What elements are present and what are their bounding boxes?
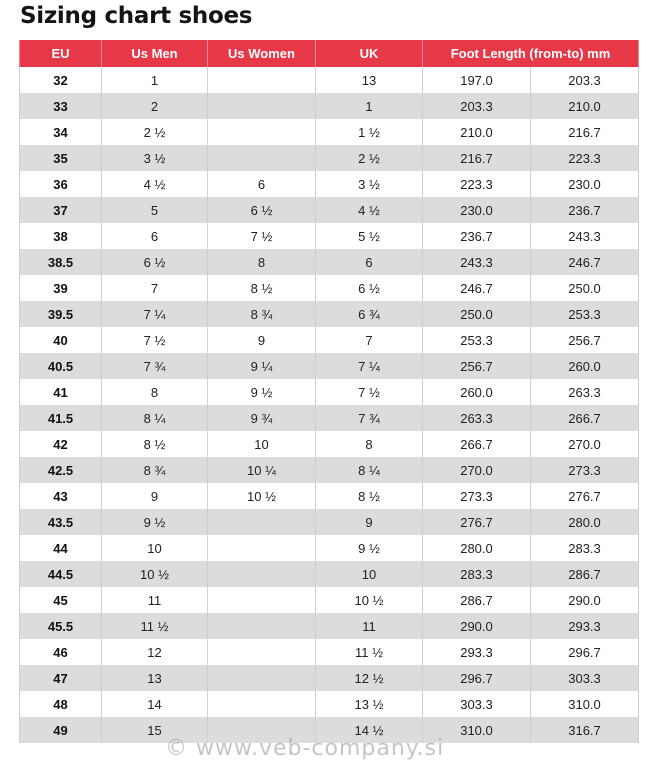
- cell-us-women: 10: [208, 431, 316, 457]
- cell-eu: 46: [20, 639, 102, 665]
- cell-length-from: 216.7: [423, 145, 531, 171]
- cell-eu: 44: [20, 535, 102, 561]
- cell-us-men: 8 ¾: [102, 457, 208, 483]
- cell-us-women: [208, 587, 316, 613]
- cell-us-women: [208, 119, 316, 145]
- cell-eu: 33: [20, 93, 102, 119]
- cell-length-from: 273.3: [423, 483, 531, 509]
- cell-uk: 2 ½: [316, 145, 423, 171]
- cell-us-men: 9 ½: [102, 509, 208, 535]
- cell-us-women: 10 ¼: [208, 457, 316, 483]
- cell-eu: 36: [20, 171, 102, 197]
- cell-uk: 6: [316, 249, 423, 275]
- cell-us-men: 14: [102, 691, 208, 717]
- cell-length-to: 253.3: [531, 301, 639, 327]
- cell-length-to: 210.0: [531, 93, 639, 119]
- cell-us-women: 9 ½: [208, 379, 316, 405]
- cell-us-men: 10: [102, 535, 208, 561]
- cell-length-from: 203.3: [423, 93, 531, 119]
- cell-eu: 32: [20, 67, 102, 93]
- cell-us-men: 13: [102, 665, 208, 691]
- cell-eu: 39: [20, 275, 102, 301]
- cell-uk: 1 ½: [316, 119, 423, 145]
- table-row: [20, 171, 639, 197]
- cell-length-from: 250.0: [423, 301, 531, 327]
- cell-uk: 7 ¾: [316, 405, 423, 431]
- cell-length-to: 203.3: [531, 67, 639, 93]
- cell-us-women: 6: [208, 171, 316, 197]
- cell-length-from: 270.0: [423, 457, 531, 483]
- cell-uk: 5 ½: [316, 223, 423, 249]
- cell-eu: 45: [20, 587, 102, 613]
- watermark: © www.veb-company.si: [165, 736, 445, 761]
- cell-length-to: 280.0: [531, 509, 639, 535]
- cell-eu: 35: [20, 145, 102, 171]
- cell-uk: 6 ¾: [316, 301, 423, 327]
- cell-length-from: 283.3: [423, 561, 531, 587]
- cell-us-women: [208, 561, 316, 587]
- cell-us-women: 10 ½: [208, 483, 316, 509]
- cell-us-men: 9: [102, 483, 208, 509]
- table-row: [20, 535, 639, 561]
- cell-us-women: 8: [208, 249, 316, 275]
- cell-length-to: 293.3: [531, 613, 639, 639]
- header-row: [20, 40, 639, 67]
- cell-uk: 3 ½: [316, 171, 423, 197]
- cell-length-to: 230.0: [531, 171, 639, 197]
- table-header: [20, 40, 639, 67]
- cell-uk: 14 ½: [316, 717, 423, 743]
- cell-uk: 11 ½: [316, 639, 423, 665]
- cell-us-women: [208, 93, 316, 119]
- cell-length-to: 296.7: [531, 639, 639, 665]
- table-row: [20, 379, 639, 405]
- cell-us-men: 7 ¾: [102, 353, 208, 379]
- cell-uk: 7 ½: [316, 379, 423, 405]
- cell-eu: 38.5: [20, 249, 102, 275]
- cell-length-from: 286.7: [423, 587, 531, 613]
- table-row: [20, 119, 639, 145]
- table-row: [20, 275, 639, 301]
- table-row: [20, 223, 639, 249]
- table-row: [20, 691, 639, 717]
- cell-us-women: [208, 613, 316, 639]
- cell-length-to: 286.7: [531, 561, 639, 587]
- cell-length-from: 260.0: [423, 379, 531, 405]
- cell-length-to: 266.7: [531, 405, 639, 431]
- cell-us-women: 9 ¾: [208, 405, 316, 431]
- header-uk: UK: [316, 40, 423, 67]
- header-us-women: Us Women: [208, 40, 316, 67]
- cell-eu: 41: [20, 379, 102, 405]
- cell-length-from: 290.0: [423, 613, 531, 639]
- cell-length-to: 216.7: [531, 119, 639, 145]
- cell-uk: 10 ½: [316, 587, 423, 613]
- cell-us-women: 8 ½: [208, 275, 316, 301]
- cell-uk: 6 ½: [316, 275, 423, 301]
- cell-us-women: 6 ½: [208, 197, 316, 223]
- cell-us-men: 7 ½: [102, 327, 208, 353]
- cell-length-from: 276.7: [423, 509, 531, 535]
- cell-uk: 10: [316, 561, 423, 587]
- header-foot-length: Foot Length (from-to) mm: [423, 40, 639, 67]
- cell-uk: 9 ½: [316, 535, 423, 561]
- cell-length-to: 310.0: [531, 691, 639, 717]
- cell-length-to: 246.7: [531, 249, 639, 275]
- cell-length-to: 250.0: [531, 275, 639, 301]
- table-row: [20, 67, 639, 93]
- cell-length-to: 276.7: [531, 483, 639, 509]
- table-row: [20, 405, 639, 431]
- cell-length-from: 263.3: [423, 405, 531, 431]
- cell-us-men: 15: [102, 717, 208, 743]
- cell-us-men: 5: [102, 197, 208, 223]
- cell-us-women: 7 ½: [208, 223, 316, 249]
- table-row: [20, 483, 639, 509]
- table-row: [20, 431, 639, 457]
- cell-us-men: 3 ½: [102, 145, 208, 171]
- cell-length-to: 316.7: [531, 717, 639, 743]
- cell-length-from: 230.0: [423, 197, 531, 223]
- cell-us-men: 8 ½: [102, 431, 208, 457]
- cell-length-to: 303.3: [531, 665, 639, 691]
- cell-eu: 43: [20, 483, 102, 509]
- cell-length-from: 243.3: [423, 249, 531, 275]
- header-eu: EU: [20, 40, 102, 67]
- table-row: [20, 561, 639, 587]
- cell-eu: 37: [20, 197, 102, 223]
- cell-uk: 8 ¼: [316, 457, 423, 483]
- cell-us-women: [208, 639, 316, 665]
- cell-us-men: 2 ½: [102, 119, 208, 145]
- cell-us-men: 11: [102, 587, 208, 613]
- cell-length-to: 273.3: [531, 457, 639, 483]
- cell-length-from: 303.3: [423, 691, 531, 717]
- cell-length-to: 270.0: [531, 431, 639, 457]
- header-us-men: Us Men: [102, 40, 208, 67]
- cell-eu: 38: [20, 223, 102, 249]
- table-row: [20, 587, 639, 613]
- cell-us-women: [208, 145, 316, 171]
- cell-eu: 48: [20, 691, 102, 717]
- table-row: [20, 145, 639, 171]
- cell-us-men: 11 ½: [102, 613, 208, 639]
- table-row: [20, 613, 639, 639]
- cell-length-from: 246.7: [423, 275, 531, 301]
- cell-us-women: 8 ¾: [208, 301, 316, 327]
- cell-eu: 40: [20, 327, 102, 353]
- cell-uk: 12 ½: [316, 665, 423, 691]
- cell-eu: 44.5: [20, 561, 102, 587]
- cell-length-to: 283.3: [531, 535, 639, 561]
- cell-us-women: [208, 535, 316, 561]
- table-row: [20, 457, 639, 483]
- cell-us-men: 7 ¼: [102, 301, 208, 327]
- cell-eu: 49: [20, 717, 102, 743]
- cell-us-men: 6 ½: [102, 249, 208, 275]
- table-body: [20, 67, 639, 743]
- cell-eu: 42: [20, 431, 102, 457]
- cell-us-women: [208, 717, 316, 743]
- cell-us-men: 8: [102, 379, 208, 405]
- cell-length-from: 236.7: [423, 223, 531, 249]
- cell-eu: 39.5: [20, 301, 102, 327]
- table-row: [20, 353, 639, 379]
- cell-uk: 9: [316, 509, 423, 535]
- cell-uk: 13: [316, 67, 423, 93]
- cell-us-women: [208, 509, 316, 535]
- cell-uk: 7: [316, 327, 423, 353]
- table-row: [20, 301, 639, 327]
- cell-uk: 7 ¼: [316, 353, 423, 379]
- cell-eu: 43.5: [20, 509, 102, 535]
- cell-length-to: 263.3: [531, 379, 639, 405]
- table-row: [20, 639, 639, 665]
- cell-length-from: 197.0: [423, 67, 531, 93]
- cell-us-men: 1: [102, 67, 208, 93]
- table-row: [20, 327, 639, 353]
- cell-length-from: 266.7: [423, 431, 531, 457]
- cell-length-from: 293.3: [423, 639, 531, 665]
- cell-us-women: [208, 665, 316, 691]
- cell-eu: 47: [20, 665, 102, 691]
- cell-length-from: 223.3: [423, 171, 531, 197]
- cell-length-to: 223.3: [531, 145, 639, 171]
- cell-length-to: 256.7: [531, 327, 639, 353]
- cell-us-men: 8 ¼: [102, 405, 208, 431]
- cell-us-women: [208, 691, 316, 717]
- table-row: [20, 197, 639, 223]
- cell-us-men: 2: [102, 93, 208, 119]
- cell-eu: 40.5: [20, 353, 102, 379]
- cell-length-from: 296.7: [423, 665, 531, 691]
- cell-length-from: 256.7: [423, 353, 531, 379]
- cell-uk: 13 ½: [316, 691, 423, 717]
- cell-length-from: 210.0: [423, 119, 531, 145]
- cell-length-from: 310.0: [423, 717, 531, 743]
- cell-us-men: 7: [102, 275, 208, 301]
- cell-eu: 34: [20, 119, 102, 145]
- cell-us-men: 6: [102, 223, 208, 249]
- table-row: [20, 509, 639, 535]
- cell-us-women: 9: [208, 327, 316, 353]
- cell-uk: 1: [316, 93, 423, 119]
- cell-us-men: 10 ½: [102, 561, 208, 587]
- cell-length-to: 260.0: [531, 353, 639, 379]
- cell-eu: 41.5: [20, 405, 102, 431]
- cell-uk: 8: [316, 431, 423, 457]
- table-row: [20, 665, 639, 691]
- sizing-table: [19, 40, 639, 743]
- cell-uk: 8 ½: [316, 483, 423, 509]
- page-title: Sizing chart shoes: [20, 3, 253, 29]
- table-row: [20, 93, 639, 119]
- cell-length-to: 236.7: [531, 197, 639, 223]
- cell-eu: 42.5: [20, 457, 102, 483]
- cell-uk: 4 ½: [316, 197, 423, 223]
- cell-length-to: 290.0: [531, 587, 639, 613]
- cell-us-men: 4 ½: [102, 171, 208, 197]
- cell-eu: 45.5: [20, 613, 102, 639]
- cell-us-men: 12: [102, 639, 208, 665]
- cell-length-to: 243.3: [531, 223, 639, 249]
- cell-length-from: 280.0: [423, 535, 531, 561]
- table-row: [20, 249, 639, 275]
- cell-us-women: 9 ¼: [208, 353, 316, 379]
- cell-us-women: [208, 67, 316, 93]
- table-row: [20, 717, 639, 743]
- cell-uk: 11: [316, 613, 423, 639]
- cell-length-from: 253.3: [423, 327, 531, 353]
